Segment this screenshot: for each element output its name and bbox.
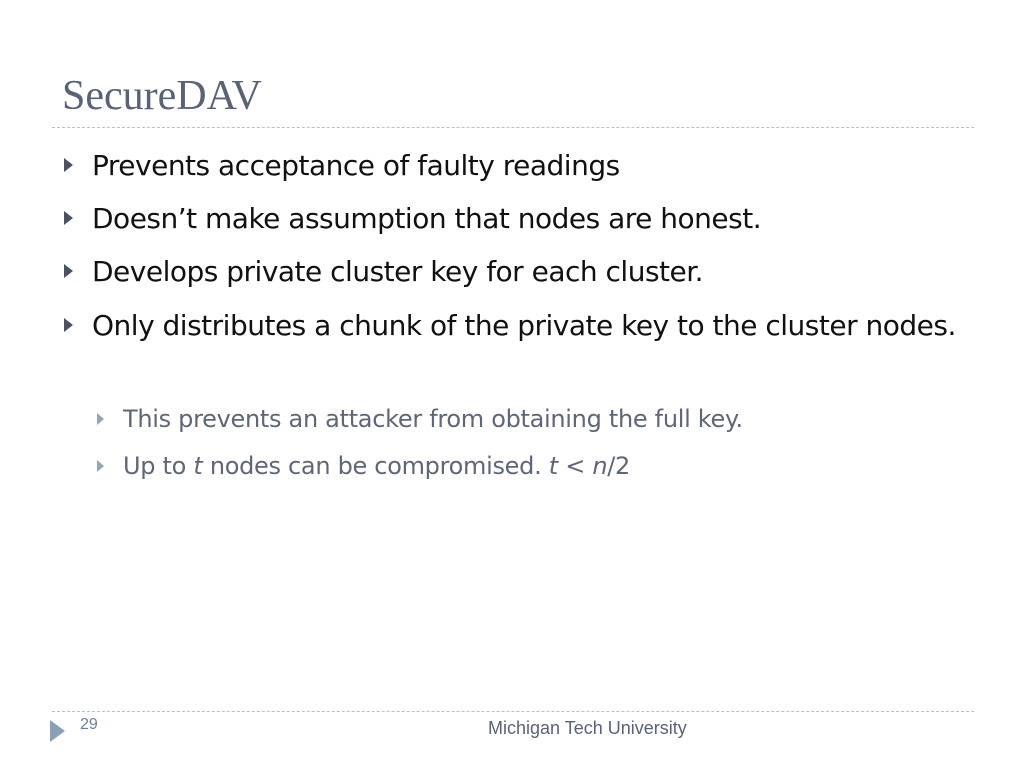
math-variable-t: t bbox=[548, 452, 558, 480]
footer-divider bbox=[52, 711, 974, 712]
bullet-item bbox=[92, 304, 972, 348]
sub-bullet-text-part: Up to bbox=[123, 452, 194, 480]
sub-bullet-triangle-icon bbox=[97, 460, 104, 472]
bullet-triangle-icon bbox=[64, 318, 73, 332]
sub-bullet-triangle-icon bbox=[97, 413, 104, 425]
sub-bullet-text-part: /2 bbox=[607, 452, 631, 480]
bullet-triangle-icon bbox=[64, 158, 73, 172]
bullet-text: Develops private cluster key for each cluster. bbox=[92, 255, 704, 288]
sub-bullet-item bbox=[123, 442, 973, 490]
title-divider bbox=[52, 127, 974, 128]
bullet-text: Doesn’t make assumption that nodes are honest. bbox=[92, 202, 762, 235]
math-variable-n: n bbox=[592, 452, 608, 480]
sub-bullet-text-part: nodes can be compromised. bbox=[202, 452, 549, 480]
bullet-text: Prevents acceptance of faulty readings bbox=[92, 149, 620, 182]
bullet-text: Only distributes a chunk of the private key to the cluster nodes. bbox=[92, 309, 956, 342]
sub-bullet-text-part: < bbox=[557, 452, 593, 480]
bullet-item bbox=[92, 250, 972, 294]
sub-bullet-text bbox=[123, 452, 630, 480]
bullet-triangle-icon bbox=[64, 211, 73, 225]
bullet-item bbox=[92, 144, 972, 188]
page-number: 29 bbox=[80, 716, 98, 733]
footer-organization: Michigan Tech University bbox=[488, 718, 687, 738]
bullet-triangle-icon bbox=[64, 264, 73, 278]
footer-triangle-icon bbox=[50, 720, 65, 742]
math-variable-t: t bbox=[193, 452, 203, 480]
bullet-item bbox=[92, 197, 972, 241]
sub-bullet-text: This prevents an attacker from obtaining the full key. bbox=[123, 405, 743, 433]
slide-title: SecureDAV bbox=[62, 73, 262, 119]
sub-bullet-item bbox=[123, 395, 973, 443]
